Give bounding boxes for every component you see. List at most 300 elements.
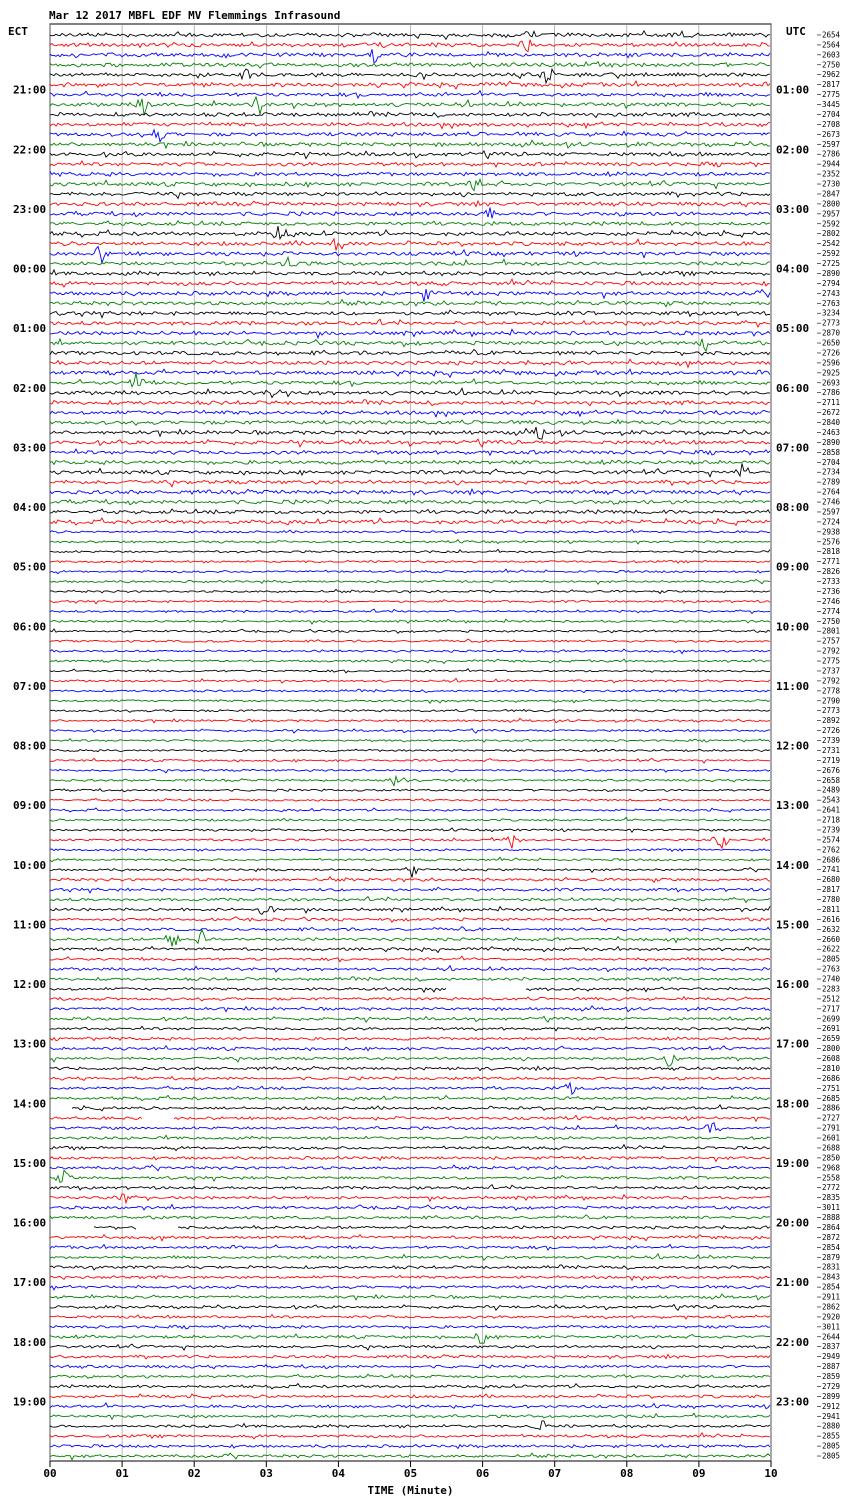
- row-value-label: 2786: [822, 388, 841, 398]
- row-value-label: 2859: [822, 1372, 841, 1382]
- row-value-label: 2608: [822, 1054, 841, 1064]
- trace-row-96: [50, 977, 770, 982]
- x-tick-label-01: 01: [115, 1467, 129, 1480]
- trace-row-26: [50, 279, 770, 287]
- trace-row-28: [50, 300, 770, 307]
- trace-row-69: [50, 709, 770, 712]
- row-value-label: 2805: [822, 1441, 841, 1451]
- row-value-label: 2704: [822, 457, 841, 467]
- row-value-label: 2711: [822, 398, 841, 408]
- trace-row-131: [50, 1325, 770, 1329]
- trace-row-82: [50, 836, 770, 849]
- x-tick-label-09: 09: [692, 1467, 706, 1480]
- ect-hour-label: 23:00: [13, 202, 47, 216]
- ect-hour-label: 04:00: [13, 501, 47, 514]
- trace-row-116: [50, 1170, 770, 1182]
- trace-row-51: [50, 529, 770, 533]
- row-value-label: 2855: [822, 1431, 841, 1441]
- utc-hour-label: 08:00: [776, 501, 810, 514]
- row-value-label: 2879: [822, 1252, 841, 1262]
- trace-row-44: [50, 460, 770, 464]
- x-tick-label-02: 02: [187, 1467, 201, 1480]
- trace-row-81: [50, 828, 770, 832]
- trace-row-21: [50, 226, 770, 239]
- trace-row-97: [50, 987, 770, 992]
- ect-hour-label: 19:00: [13, 1395, 47, 1409]
- row-value-label: 2693: [822, 378, 841, 388]
- row-value-label: 2463: [822, 427, 841, 437]
- ect-hour-label: 10:00: [13, 858, 47, 872]
- row-value-label: 2854: [822, 1242, 841, 1252]
- utc-label: UTC: [786, 25, 806, 38]
- trace-row-55: [50, 569, 770, 574]
- row-value-label: 2644: [822, 1332, 841, 1342]
- trace-row-70: [50, 718, 770, 722]
- row-value-label: 2734: [822, 467, 841, 477]
- trace-row-79: [50, 808, 770, 812]
- trace-row-31: [50, 329, 770, 338]
- trace-row-16: [50, 179, 770, 190]
- trace-row-47: [50, 489, 770, 495]
- row-value-label: 2616: [822, 914, 841, 924]
- trace-row-38: [50, 400, 770, 406]
- row-value-label: 2731: [822, 745, 841, 755]
- row-value-label: 2925: [822, 368, 841, 378]
- trace-row-22: [50, 239, 770, 251]
- row-value-label: 2764: [822, 487, 841, 497]
- x-axis-label: TIME (Minute): [367, 1484, 454, 1497]
- trace-row-138: [50, 1394, 770, 1399]
- ect-hour-label: 12:00: [13, 978, 47, 991]
- trace-row-40: [50, 420, 770, 426]
- row-value-label: 3011: [822, 1203, 841, 1213]
- row-value-label: 2843: [822, 1272, 841, 1282]
- row-value-label: 2673: [822, 129, 841, 139]
- row-value-label: 2780: [822, 895, 841, 905]
- trace-row-110: [50, 1115, 770, 1121]
- row-value-label: 2658: [822, 775, 841, 785]
- trace-row-20: [50, 221, 770, 226]
- trace-row-27: [50, 289, 770, 302]
- trace-row-5: [50, 69, 770, 83]
- row-value-label: 2739: [822, 825, 841, 835]
- trace-row-74: [50, 758, 770, 763]
- ect-hour-label: 15:00: [13, 1156, 47, 1170]
- row-value-label: 2772: [822, 1183, 841, 1193]
- trace-row-65: [50, 669, 770, 673]
- trace-row-15: [50, 172, 770, 177]
- row-value-label: 2699: [822, 1014, 841, 1024]
- row-value-label: 2778: [822, 686, 841, 696]
- trace-row-141: [50, 1421, 770, 1430]
- row-value-label: 2831: [822, 1262, 841, 1272]
- ect-hour-label: 01:00: [13, 322, 47, 336]
- row-value-label: 2708: [822, 119, 841, 129]
- row-value-label: 2890: [822, 437, 841, 447]
- ect-hour-label: 11:00: [13, 918, 47, 932]
- ect-hour-label: 00:00: [13, 262, 47, 276]
- trace-row-6: [50, 81, 770, 89]
- row-value-label: 2733: [822, 577, 841, 587]
- row-value-label: 2818: [822, 547, 841, 557]
- trace-row-68: [50, 699, 770, 703]
- trace-row-9: [50, 112, 770, 118]
- row-value-label: 2847: [822, 189, 841, 199]
- row-value-label: 2512: [822, 994, 841, 1004]
- row-value-label: 2810: [822, 1063, 841, 1073]
- ect-hour-label: 07:00: [13, 679, 47, 693]
- x-tick-label-00: 00: [43, 1467, 57, 1480]
- trace-row-130: [50, 1315, 770, 1320]
- row-value-label: 2719: [822, 755, 841, 765]
- row-value-label: 2802: [822, 229, 841, 239]
- row-value-label: 2805: [822, 954, 841, 964]
- trace-row-122: [50, 1235, 770, 1241]
- trace-row-66: [50, 678, 770, 683]
- row-value-label: 2592: [822, 249, 841, 259]
- row-value-label: 2489: [822, 785, 841, 795]
- trace-row-136: [50, 1374, 770, 1378]
- trace-row-143: [50, 1445, 770, 1449]
- row-value-label: 2543: [822, 795, 841, 805]
- trace-row-106: [50, 1077, 770, 1081]
- trace-row-121: [94, 1226, 770, 1230]
- trace-row-39: [50, 410, 770, 417]
- utc-hour-label: 21:00: [776, 1276, 810, 1290]
- trace-row-10: [50, 122, 770, 129]
- trace-row-89: [50, 906, 770, 914]
- trace-row-80: [50, 818, 770, 822]
- utc-hour-label: 10:00: [776, 620, 810, 634]
- trace-row-88: [50, 897, 770, 903]
- row-value-label: 2704: [822, 109, 841, 119]
- row-value-label: 2938: [822, 527, 841, 537]
- ect-hour-label: 05:00: [13, 560, 47, 574]
- trace-row-101: [50, 1026, 770, 1031]
- utc-hour-label: 14:00: [776, 858, 810, 872]
- trace-row-63: [50, 649, 770, 654]
- row-value-label: 2576: [822, 537, 841, 547]
- row-value-label: 2790: [822, 696, 841, 706]
- trace-row-113: [50, 1145, 770, 1151]
- trace-row-62: [50, 639, 770, 643]
- row-value-label: 2622: [822, 944, 841, 954]
- trace-row-95: [50, 966, 770, 972]
- trace-row-18: [50, 201, 770, 207]
- row-value-label: 2659: [822, 1034, 841, 1044]
- row-value-label: 3011: [822, 1322, 841, 1332]
- trace-row-77: [50, 789, 770, 792]
- trace-row-7: [50, 91, 770, 98]
- trace-row-34: [50, 359, 770, 367]
- row-value-label: 2774: [822, 606, 841, 616]
- row-value-label: 2729: [822, 1381, 841, 1391]
- trace-row-115: [50, 1165, 770, 1171]
- trace-row-59: [50, 609, 770, 613]
- row-value-label: 2840: [822, 418, 841, 428]
- trace-row-140: [50, 1413, 770, 1419]
- trace-row-67: [50, 689, 770, 692]
- trace-row-114: [50, 1156, 770, 1161]
- row-value-label: 2746: [822, 596, 841, 606]
- trace-row-3: [50, 49, 770, 62]
- utc-hour-label: 07:00: [776, 441, 810, 455]
- row-value-label: 2691: [822, 1024, 841, 1034]
- trace-row-83: [50, 849, 770, 852]
- x-tick-label-10: 10: [764, 1467, 778, 1480]
- trace-row-52: [50, 540, 770, 544]
- row-value-label: 2542: [822, 239, 841, 249]
- row-value-label: 2817: [822, 80, 841, 90]
- ect-hour-label: 14:00: [13, 1097, 47, 1111]
- utc-hour-label: 17:00: [776, 1037, 810, 1051]
- row-value-label: 2763: [822, 964, 841, 974]
- row-value-label: 2592: [822, 219, 841, 229]
- row-value-label: 2739: [822, 736, 841, 746]
- utc-hour-label: 12:00: [776, 739, 810, 753]
- trace-row-57: [50, 589, 770, 593]
- row-value-label: 2751: [822, 1083, 841, 1093]
- trace-row-48: [50, 500, 770, 505]
- trace-row-119: [50, 1205, 770, 1211]
- trace-row-87: [50, 887, 770, 893]
- trace-row-129: [50, 1305, 770, 1311]
- trace-row-100: [50, 1016, 770, 1022]
- row-value-label: 2654: [822, 30, 841, 40]
- row-value-label: 2726: [822, 348, 841, 358]
- row-value-label: 2870: [822, 328, 841, 338]
- row-value-label: 2283: [822, 984, 841, 994]
- trace-row-128: [50, 1294, 770, 1300]
- trace-row-46: [50, 480, 770, 487]
- trace-row-58: [50, 600, 770, 604]
- row-value-label: 2805: [822, 1451, 841, 1461]
- ect-label: ECT: [8, 25, 28, 38]
- ect-hour-label: 16:00: [13, 1216, 47, 1230]
- x-tick-label-04: 04: [331, 1467, 346, 1480]
- trace-row-142: [50, 1433, 770, 1439]
- trace-row-1: [50, 31, 770, 39]
- trace-row-117: [50, 1185, 770, 1190]
- row-value-label: 2740: [822, 974, 841, 984]
- trace-row-72: [50, 739, 770, 742]
- utc-hour-label: 06:00: [776, 381, 810, 395]
- trace-row-56: [50, 579, 770, 584]
- row-value-label: 2632: [822, 924, 841, 934]
- trace-row-75: [50, 769, 770, 773]
- row-value-label: 2792: [822, 646, 841, 656]
- row-value-label: 2837: [822, 1342, 841, 1352]
- row-value-label: 2888: [822, 1213, 841, 1223]
- row-value-label: 2718: [822, 815, 841, 825]
- utc-hour-label: 13:00: [776, 799, 810, 813]
- trace-row-60: [50, 619, 770, 624]
- row-value-label: 2736: [822, 586, 841, 596]
- row-value-label: 3445: [822, 100, 841, 110]
- row-value-label: 2641: [822, 805, 841, 815]
- row-value-label: 2574: [822, 835, 841, 845]
- utc-hour-label: 04:00: [776, 262, 810, 276]
- row-value-label: 2817: [822, 885, 841, 895]
- trace-row-50: [50, 518, 770, 525]
- ect-hour-label: 09:00: [13, 799, 47, 813]
- trace-row-137: [50, 1384, 770, 1389]
- row-value-label: 2676: [822, 765, 841, 775]
- utc-hour-label: 03:00: [776, 202, 810, 216]
- row-value-label: 2597: [822, 507, 841, 517]
- trace-row-127: [50, 1285, 770, 1290]
- trace-row-134: [50, 1354, 770, 1359]
- trace-row-45: [50, 464, 770, 477]
- x-tick-label-05: 05: [403, 1467, 418, 1480]
- trace-row-12: [50, 140, 770, 148]
- trace-row-111: [50, 1123, 770, 1133]
- trace-row-105: [50, 1066, 770, 1070]
- trace-row-109: [72, 1105, 770, 1111]
- trace-row-125: [50, 1265, 770, 1270]
- utc-hour-label: 20:00: [776, 1216, 810, 1230]
- row-value-label: 2775: [822, 90, 841, 100]
- x-tick-label-06: 06: [475, 1467, 490, 1480]
- trace-row-73: [50, 749, 770, 752]
- row-value-label: 2962: [822, 70, 841, 80]
- row-value-label: 2564: [822, 40, 841, 50]
- trace-row-4: [50, 62, 770, 68]
- row-value-label: 2892: [822, 716, 841, 726]
- row-value-label: 2762: [822, 845, 841, 855]
- trace-row-61: [50, 629, 770, 633]
- row-value-label: 2862: [822, 1302, 841, 1312]
- ect-hour-label: 17:00: [13, 1276, 47, 1290]
- trace-row-90: [50, 917, 770, 922]
- trace-row-43: [50, 449, 770, 455]
- ect-hour-label: 08:00: [13, 739, 47, 753]
- row-value-label: 2680: [822, 875, 841, 885]
- row-value-label: 2941: [822, 1411, 841, 1421]
- ect-hour-label: 18:00: [13, 1335, 47, 1349]
- ect-hour-label: 22:00: [13, 143, 47, 157]
- row-value-label: 3234: [822, 308, 841, 318]
- trace-row-135: [50, 1365, 770, 1369]
- row-value-label: 2717: [822, 1004, 841, 1014]
- row-value-label: 2899: [822, 1391, 841, 1401]
- row-value-label: 2743: [822, 288, 841, 298]
- trace-row-2: [50, 40, 770, 52]
- ect-hour-label: 03:00: [13, 441, 47, 455]
- row-value-label: 2800: [822, 199, 841, 209]
- row-value-label: 2944: [822, 159, 841, 169]
- trace-row-53: [50, 549, 770, 553]
- trace-row-24: [50, 257, 770, 266]
- row-value-label: 2791: [822, 1123, 841, 1133]
- trace-row-126: [50, 1275, 770, 1280]
- trace-row-23: [50, 247, 770, 263]
- row-value-label: 2660: [822, 934, 841, 944]
- trace-row-76: [50, 776, 770, 785]
- ect-hour-label: 21:00: [13, 83, 47, 97]
- utc-hour-label: 09:00: [776, 560, 810, 574]
- trace-row-86: [50, 877, 770, 883]
- trace-row-92: [50, 930, 770, 947]
- row-value-label: 2746: [822, 497, 841, 507]
- trace-row-144: [50, 1453, 770, 1459]
- trace-row-120: [50, 1215, 770, 1219]
- trace-row-13: [50, 151, 770, 159]
- row-value-label: 2773: [822, 706, 841, 716]
- trace-row-64: [50, 659, 770, 664]
- utc-hour-label: 15:00: [776, 918, 810, 932]
- row-value-label: 2596: [822, 358, 841, 368]
- x-tick-label-08: 08: [620, 1467, 634, 1480]
- trace-row-103: [50, 1046, 770, 1051]
- ect-hour-label: 06:00: [13, 620, 47, 634]
- row-value-label: 2789: [822, 477, 841, 487]
- row-value-label: 2911: [822, 1292, 841, 1302]
- trace-row-84: [50, 857, 770, 862]
- utc-hour-label: 19:00: [776, 1156, 810, 1170]
- trace-row-36: [50, 373, 770, 387]
- row-value-label: 2794: [822, 278, 841, 288]
- trace-row-35: [50, 369, 770, 377]
- row-value-label: 2763: [822, 298, 841, 308]
- trace-row-49: [50, 509, 770, 514]
- row-value-label: 2686: [822, 855, 841, 865]
- trace-row-30: [50, 319, 770, 327]
- utc-hour-label: 11:00: [776, 679, 810, 693]
- row-value-label: 2672: [822, 408, 841, 418]
- row-value-label: 2352: [822, 169, 841, 179]
- trace-row-93: [50, 947, 770, 953]
- row-value-label: 2727: [822, 1113, 841, 1123]
- utc-hour-label: 05:00: [776, 322, 810, 336]
- trace-row-25: [50, 270, 770, 276]
- utc-hour-label: 02:00: [776, 143, 810, 157]
- row-value-label: 2880: [822, 1421, 841, 1431]
- row-value-label: 2688: [822, 1143, 841, 1153]
- utc-hour-label: 23:00: [776, 1395, 810, 1409]
- trace-row-37: [50, 388, 770, 397]
- trace-row-104: [50, 1055, 770, 1066]
- row-value-label: 2949: [822, 1352, 841, 1362]
- row-value-label: 2686: [822, 1073, 841, 1083]
- row-value-label: 2726: [822, 726, 841, 736]
- trace-row-133: [50, 1344, 770, 1350]
- trace-row-123: [50, 1244, 770, 1250]
- utc-hour-label: 18:00: [776, 1097, 810, 1111]
- trace-row-98: [50, 997, 770, 1001]
- x-tick-label-07: 07: [548, 1467, 562, 1480]
- trace-row-8: [50, 97, 770, 115]
- row-value-label: 2750: [822, 60, 841, 70]
- ect-hour-label: 13:00: [13, 1037, 47, 1051]
- row-value-label: 2872: [822, 1232, 841, 1242]
- trace-row-108: [50, 1096, 770, 1101]
- row-value-label: 2912: [822, 1401, 841, 1411]
- row-value-label: 2724: [822, 517, 841, 527]
- trace-row-132: [50, 1334, 770, 1344]
- row-value-label: 2737: [822, 666, 841, 676]
- row-value-label: 2850: [822, 1153, 841, 1163]
- row-value-label: 2601: [822, 1133, 841, 1143]
- trace-row-112: [50, 1135, 770, 1139]
- row-value-label: 2771: [822, 557, 841, 567]
- trace-row-71: [50, 729, 770, 733]
- trace-row-78: [50, 799, 770, 802]
- trace-row-42: [50, 439, 770, 447]
- row-value-label: 2741: [822, 865, 841, 875]
- row-value-label: 2786: [822, 149, 841, 159]
- row-value-label: 2558: [822, 1173, 841, 1183]
